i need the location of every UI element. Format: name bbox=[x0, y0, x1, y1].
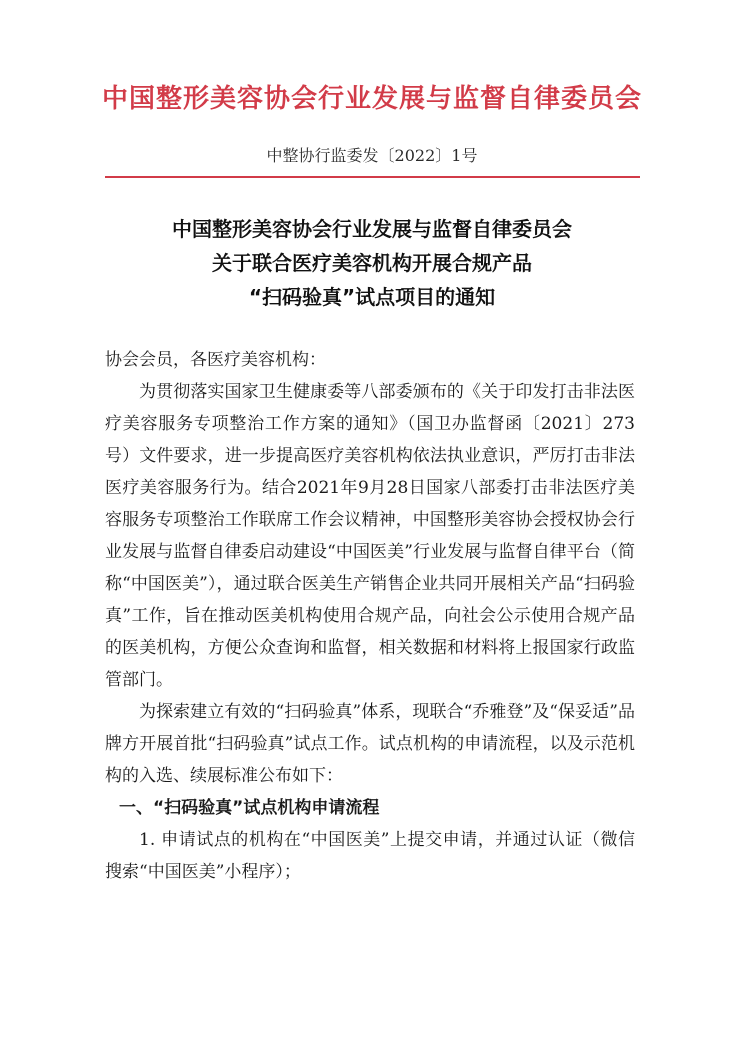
issuing-organization-header: 中国整形美容协会行业发展与监督自律委员会 bbox=[101, 84, 642, 114]
paragraph-background: 为贯彻落实国家卫生健康委等八部委颁布的《关于印发打击非法医疗美容服务专项整治工作方案的通知》（国卫办监督函〔2021〕273号）文件要求，进一步提高医疗美容机构依法执业意识，严厉打击非法医疗美容服务行为。结合2021年9月28日国家八部委打击非法医疗美容服务专项整治工作联席工作会议精神，中国整形美容协会授权协会行业发展与监督自律委启动建设“中国医美”行业发展与监督自律平台（简称“中国医美”），通过联合医美生产销售企业共同开展相关产品“扫码验真”工作，旨在推动医美机构使用合规产品，向社会公示使用合规产品的医美机构，方便公众查询和监督，相关数据和材料将上报国家行政监管部门。 bbox=[105, 382, 635, 690]
title-line-1: 中国整形美容协会行业发展与监督自律委员会 bbox=[172, 217, 572, 241]
title-line-3: “扫码验真”试点项目的通知 bbox=[248, 285, 496, 309]
section-heading-1: 一、“扫码验真”试点机构申请流程 bbox=[119, 798, 380, 818]
document-body bbox=[105, 344, 635, 888]
salutation: 协会会员，各医疗美容机构： bbox=[105, 350, 326, 370]
header-divider bbox=[105, 176, 640, 178]
title-line-2: 关于联合医疗美容机构开展合规产品 bbox=[212, 251, 532, 275]
list-item-1: 1. 申请试点的机构在“中国医美”上提交申请，并通过认证（微信搜索“中国医美”小程序）； bbox=[105, 830, 635, 882]
document-title bbox=[0, 212, 744, 314]
document-number: 中整协行监委发〔2022〕1号 bbox=[266, 146, 478, 165]
paragraph-pilot: 为探索建立有效的“扫码验真”体系，现联合“乔雅登”及“保妥适”品牌方开展首批“扫码验真”试点工作。试点机构的申请流程，以及示范机构的入选、续展标准公布如下： bbox=[105, 702, 635, 786]
